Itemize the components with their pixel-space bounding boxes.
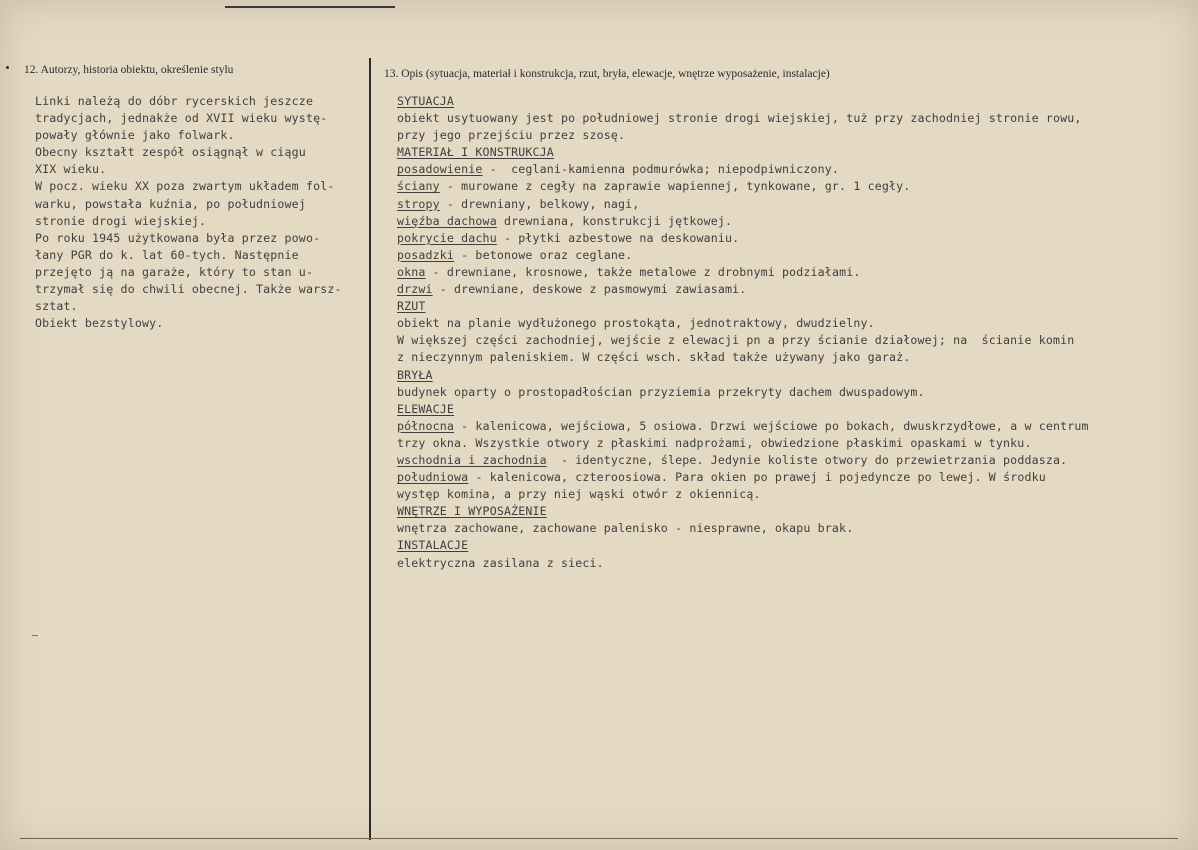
underlined-term: drzwi xyxy=(397,282,433,297)
description-text-run: obiekt na planie wydłużonego prostokąta, jednotraktowy, dwudzielny. xyxy=(397,316,875,331)
description-text-run: występ komina, a przy niej wąski otwór z okiennicą. xyxy=(397,487,761,502)
description-text-run: - płytki azbestowe na deskowaniu. xyxy=(496,230,740,245)
underlined-term: posadzki xyxy=(397,247,455,262)
description-line xyxy=(397,486,1089,503)
bottom-rule xyxy=(20,838,1178,839)
section-13-header: 13. Opis (sytuacja, materiał i konstrukcja, rzut, bryła, elewacje, wnętrze wyposażenie, instalacje) xyxy=(384,68,830,80)
description-text-run: - betonowe oraz ceglane. xyxy=(454,247,633,262)
history-line: sztat. xyxy=(35,299,78,314)
description-text-run: - ceglani-kamienna podmurówka; niepodpiwniczony. xyxy=(482,162,840,177)
description-line xyxy=(397,264,1089,281)
history-line: W pocz. wieku XX poza zwartym układem fol- xyxy=(35,179,335,194)
description-line xyxy=(397,230,1089,247)
description-text-run: przy jego przejściu przez szosę. xyxy=(397,128,626,143)
history-text xyxy=(35,93,342,332)
description-text-run: - kalenicowa, czteroosiowa. Para okien po prawej i pojedyncze po lewej. W środku xyxy=(468,470,1046,485)
history-line: Obiekt bezstylowy. xyxy=(35,316,164,331)
description-text-run: trzy okna. Wszystkie otwory z płaskimi nadprożami, obwiedzione płaskimi opaskami w tynku. xyxy=(397,435,1032,450)
underlined-term: północna xyxy=(397,418,455,433)
history-line: tradycjach, jednakże od XVII wieku wystę- xyxy=(35,111,328,126)
section-12-header: 12. Autorzy, historia obiektu, określenie stylu xyxy=(24,64,234,76)
description-text-run: - drewniane, deskowe z pasmowymi zawiasami. xyxy=(432,282,747,297)
history-line: trzymał się do chwili obecnej. Także warsz- xyxy=(35,282,342,297)
description-line xyxy=(397,349,1089,366)
description-text-run: budynek oparty o prostopadłościan przyziemia przekryty dachem dwuspadowym. xyxy=(397,384,925,399)
margin-dot xyxy=(6,66,9,69)
underlined-term: posadowienie xyxy=(397,162,483,177)
underlined-term: południowa xyxy=(397,470,469,485)
top-rule xyxy=(225,0,395,8)
margin-mark xyxy=(32,635,38,636)
history-line: powały głównie jako folwark. xyxy=(35,128,235,143)
history-line: przejęto ją na garaże, który to stan u- xyxy=(35,264,314,279)
description-text xyxy=(397,93,1089,572)
description-text-run: - kalenicowa, wejściowa, 5 osiowa. Drzwi wejściowe po bokach, dwuskrzydłowe, a w centrum xyxy=(454,418,1089,433)
description-line xyxy=(397,384,1089,401)
underlined-term: więźba dachowa xyxy=(397,213,497,228)
history-line: XIX wieku. xyxy=(35,162,107,177)
description-line xyxy=(397,247,1089,264)
description-text-run: drewniana, konstrukcji jętkowej. xyxy=(496,213,733,228)
description-line xyxy=(397,110,1089,127)
description-line xyxy=(397,452,1089,469)
underlined-term: WNĘTRZE I WYPOSAŻENIE xyxy=(397,504,547,519)
description-line xyxy=(397,332,1089,349)
description-line xyxy=(397,520,1089,537)
description-text-run: obiekt usytuowany jest po południowej stronie drogi wiejskiej, tuż przy zachodniej stronie rowu, xyxy=(397,111,1082,126)
description-line xyxy=(397,503,1089,520)
underlined-term: ściany xyxy=(397,179,440,194)
history-line: Linki należą do dóbr rycerskich jeszcze xyxy=(35,94,314,108)
history-line: stronie drogi wiejskiej. xyxy=(35,213,207,228)
history-line: łany PGR do k. lat 60-tych. Następnie xyxy=(35,247,299,262)
description-line xyxy=(397,281,1089,298)
description-text-run: z nieczynnym paleniskiem. W części wsch. skład także używany jako garaż. xyxy=(397,350,911,365)
description-line xyxy=(397,178,1089,195)
underlined-term: ELEWACJE xyxy=(397,401,455,416)
description-line xyxy=(397,435,1089,452)
history-line: Po roku 1945 użytkowana była przez powo- xyxy=(35,230,321,245)
underlined-term: wschodnia i zachodnia xyxy=(397,452,547,467)
description-line xyxy=(397,298,1089,315)
underlined-term: BRYŁA xyxy=(397,367,433,382)
description-line xyxy=(397,127,1089,144)
underlined-term: pokrycie dachu xyxy=(397,230,497,245)
description-line xyxy=(397,401,1089,418)
description-line xyxy=(397,315,1089,332)
underlined-term: RZUT xyxy=(397,299,426,314)
description-text-run: - drewniane, krosnowe, także metalowe z drobnymi podziałami. xyxy=(425,264,861,279)
description-text-run: - murowane z cegły na zaprawie wapiennej, tynkowane, gr. 1 cegły. xyxy=(439,179,911,194)
description-text-run: - drewniany, belkowy, nagi, xyxy=(439,196,640,211)
description-line xyxy=(397,161,1089,178)
description-text-run: elektryczna zasilana z sieci. xyxy=(397,555,604,570)
description-line xyxy=(397,537,1089,554)
description-line xyxy=(397,213,1089,230)
description-text-run: - identyczne, ślepe. Jedynie koliste otwory do przewietrzania poddasza. xyxy=(546,452,1068,467)
underlined-term: okna xyxy=(397,264,426,279)
description-line xyxy=(397,418,1089,435)
underlined-term: INSTALACJE xyxy=(397,538,469,553)
description-line xyxy=(397,367,1089,384)
description-line xyxy=(397,555,1089,572)
underlined-term: stropy xyxy=(397,196,440,211)
description-line xyxy=(397,93,1089,110)
history-line: Obecny kształt zespół osiągnął w ciągu xyxy=(35,145,306,160)
column-divider xyxy=(369,58,371,840)
history-line: warku, powstała kuźnia, po południowej xyxy=(35,196,306,211)
description-line xyxy=(397,469,1089,486)
description-line xyxy=(397,144,1089,161)
description-text-run: wnętrza zachowane, zachowane palenisko - niesprawne, okapu brak. xyxy=(397,521,854,536)
description-text-run: W większej części zachodniej, wejście z elewacji pn a przy ścianie działowej; na ścianie komin xyxy=(397,333,1075,348)
underlined-term: MATERIAŁ I KONSTRUKCJA xyxy=(397,145,554,160)
underlined-term: SYTUACJA xyxy=(397,94,455,108)
description-line xyxy=(397,196,1089,213)
